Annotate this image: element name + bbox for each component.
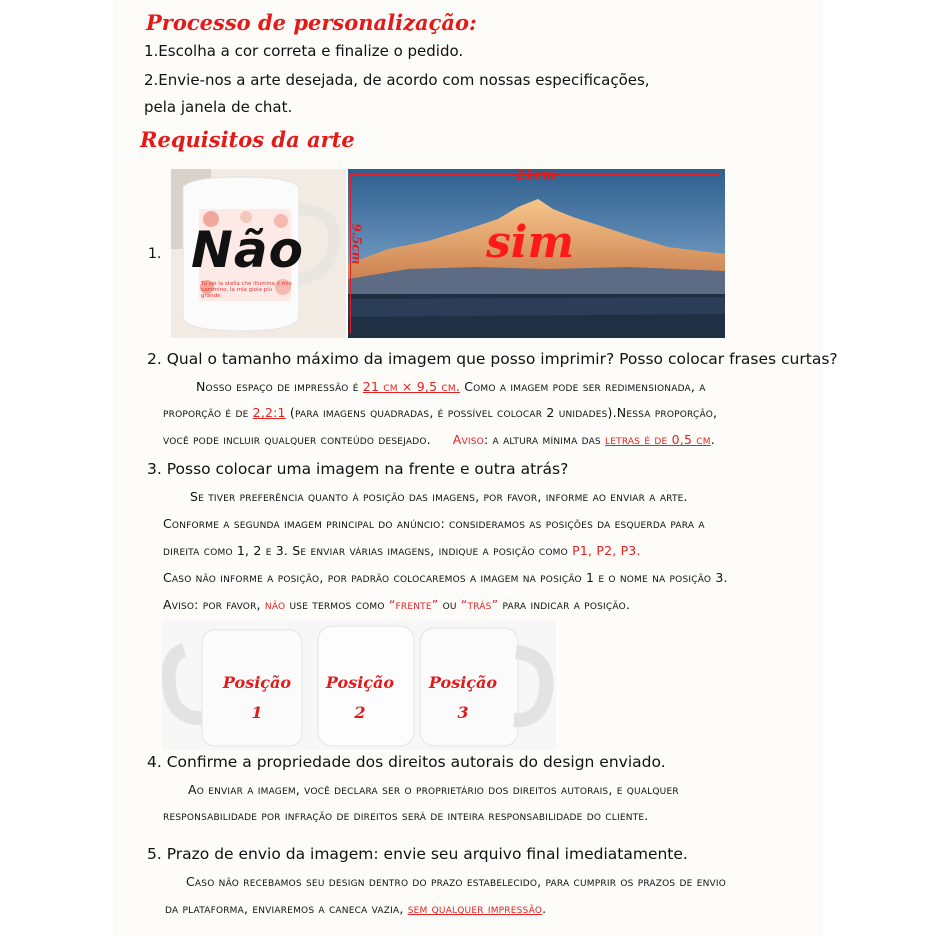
item-3-line-1: Se tiver preferência quanto à posição das imagens, por favor, informe ao enviar a arte. bbox=[190, 489, 688, 504]
item-4-line-2: responsabilidade por infração de direitos será de inteira responsabilidade do cliente. bbox=[163, 808, 649, 823]
mug-example-wrong bbox=[171, 169, 346, 338]
item-1-number: 1. bbox=[148, 246, 162, 262]
item-5-line-2: da plataforma, enviaremos a caneca vazia, sem qualquer impressão. bbox=[165, 901, 547, 916]
nao-label: Não bbox=[191, 221, 304, 279]
step-2-continuation: pela janela de chat. bbox=[144, 98, 293, 116]
item-3-line-4: Caso não informe a posição, por padrão colocaremos a imagem na posição 1 e o nome na posição 3. bbox=[163, 570, 728, 585]
item-3-line-5: Aviso: por favor, não use termos como “frente” ou “trás” para indicar a posição. bbox=[163, 597, 631, 612]
item-2-line-1: Nosso espaço de impressão é 21 cm × 9,5 cm. Como a imagem pode ser redimensionada, a bbox=[196, 379, 706, 394]
sim-label: sim bbox=[486, 217, 575, 268]
item-5-line-1: Caso não recebamos seu design dentro do prazo estabelecido, para cumprir os prazos de envio bbox=[186, 874, 727, 889]
mountain-example-right bbox=[348, 169, 725, 338]
step-1-text: 1.Escolha a cor correta e finalize o pedido. bbox=[144, 42, 464, 60]
position-2-label: Posição 2 bbox=[325, 673, 395, 722]
position-1-label: Posição 1 bbox=[222, 673, 292, 722]
cup-text: Tu sei la stella che illumina il mio cammino, la mia gioia più grande bbox=[201, 281, 292, 299]
height-label: 9.5cm bbox=[349, 223, 364, 265]
question-3: 3. Posso colocar uma imagem na frente e outra atrás? bbox=[147, 460, 569, 478]
width-label: 21cm bbox=[516, 169, 556, 183]
item-3-line-3: direita como 1, 2 e 3. Se enviar várias imagens, indique a posição como P1, P2, P3. bbox=[163, 543, 641, 558]
step-2-text: 2.Envie-nos a arte desejada, de acordo com nossas especificações, bbox=[144, 71, 650, 89]
question-5: 5. Prazo de envio da imagem: envie seu arquivo final imediatamente. bbox=[147, 845, 688, 863]
requirements-title: Requisitos da arte bbox=[140, 127, 355, 152]
page-title: Processo de personalização: bbox=[146, 10, 477, 35]
item-2-line-3: você pode incluir qualquer conteúdo desejado. Aviso: a altura mínima das letras é de 0,5 cm. bbox=[163, 432, 715, 447]
item-4-line-1: Ao enviar a imagem, você declara ser o proprietário dos direitos autorais, e qualquer bbox=[188, 782, 679, 797]
item-2-line-2: proporção é de 2,2:1 (para imagens quadradas, é possível colocar 2 unidades).Nessa proporção, bbox=[163, 405, 718, 420]
question-2: 2. Qual o tamanho máximo da imagem que posso imprimir? Posso colocar frases curtas? bbox=[147, 350, 838, 368]
item-3-line-2: Conforme a segunda imagem principal do anúncio: consideramos as posições da esquerda para a bbox=[163, 516, 705, 531]
position-3-label: Posição 3 bbox=[428, 673, 498, 722]
question-4: 4. Confirme a propriedade dos direitos autorais do design enviado. bbox=[147, 753, 666, 771]
